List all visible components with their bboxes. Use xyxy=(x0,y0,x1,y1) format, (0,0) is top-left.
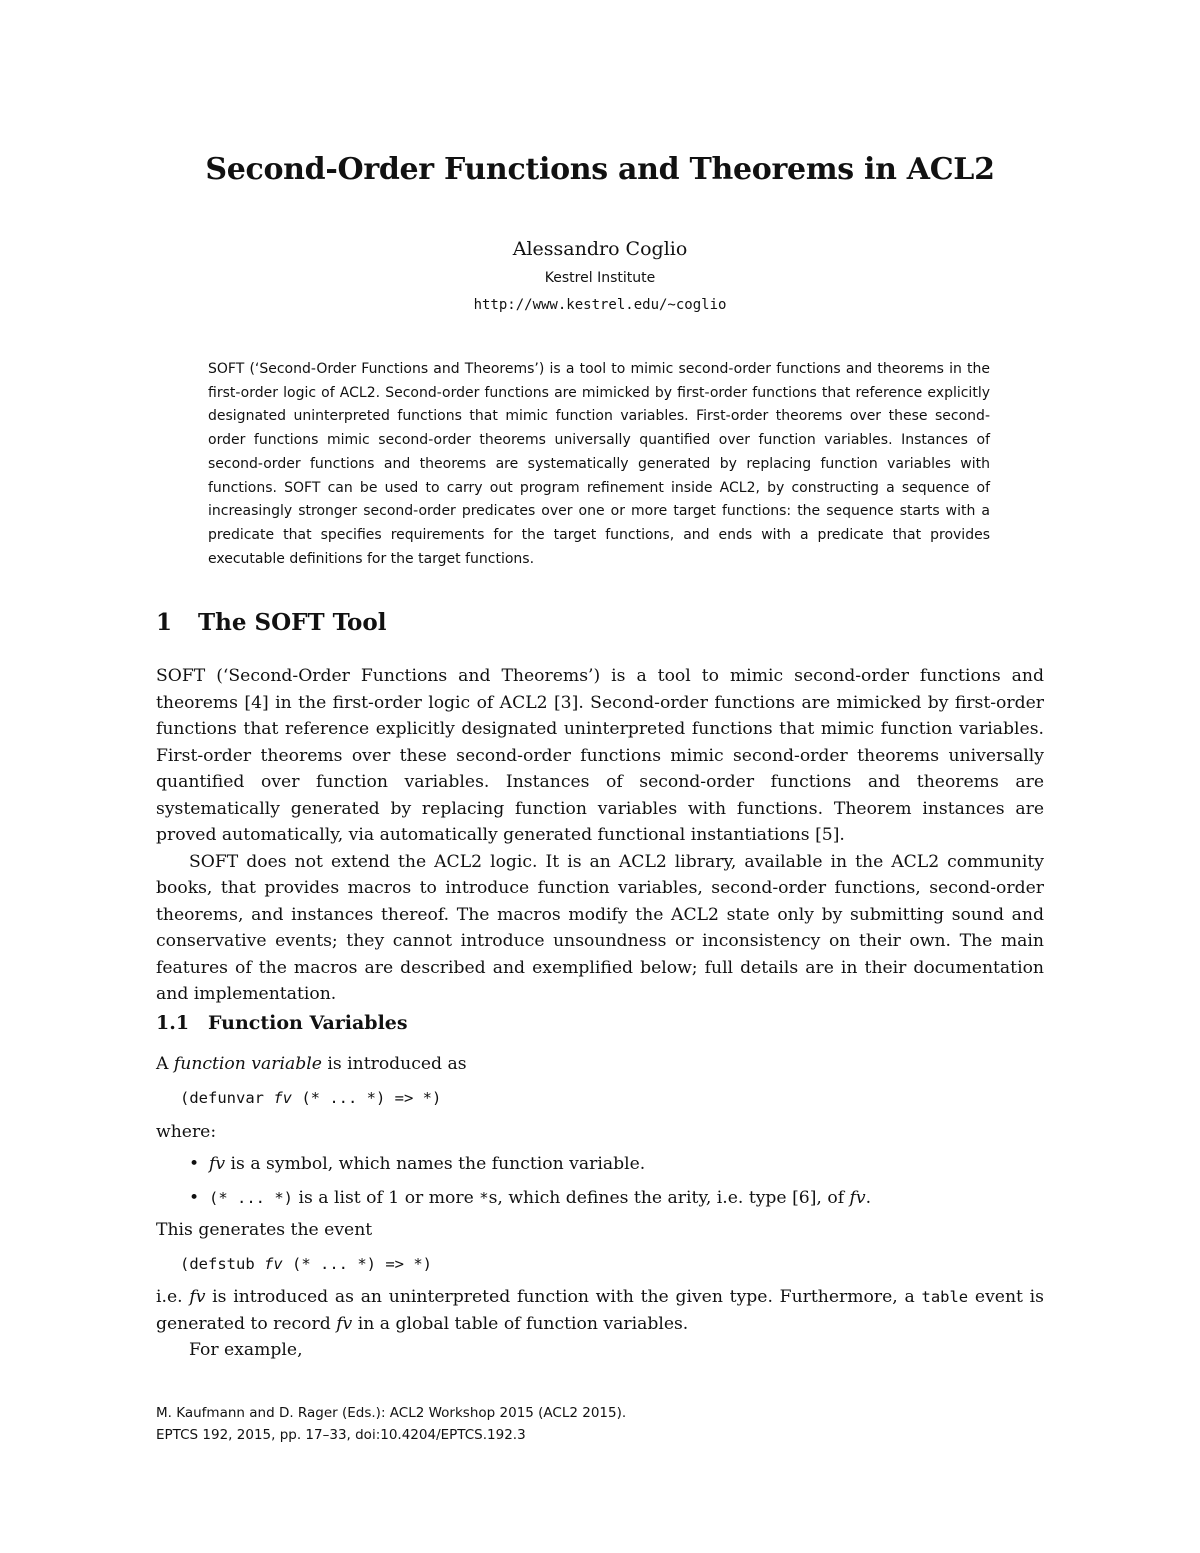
term: function variable xyxy=(173,1054,322,1074)
bullet-icon: • xyxy=(189,1154,200,1174)
subsection-number: 1.1 xyxy=(156,1012,190,1034)
author-affiliation: Kestrel Institute xyxy=(544,270,656,286)
generates-line: This generates the event xyxy=(156,1220,373,1240)
abstract: SOFT (‘Second-Order Functions and Theorems’) is a tool to mimic second-order functions and theorems in the first-order logic of ACL2. Second-order functions are mimicked by first-order functions that reference explicitly designated uninterpreted functions that mimic function variables. First-order theorems over these second-order functions mimic second-order theorems universally quantified over function variables. Instances of second-order functions and theorems are systematically generated by replacing function variables with functions. SOFT can be used to carry out program refinement inside ACL2, by constructing a sequence of increasingly stronger second-order predicates over one or more target functions: the sequence starts with a predicate that specifies requirements for the target functions, and ends with a predicate that provides executable definitions for the target functions. xyxy=(208,361,990,567)
subsection-heading xyxy=(156,1012,408,1034)
where-line: where: xyxy=(156,1122,217,1142)
section-number: 1 xyxy=(156,609,173,636)
section-heading xyxy=(156,609,386,636)
list-item: • (* ... *) is a list of 1 or more *s, which defines the arity, i.e. type [6], of fv. xyxy=(189,1188,872,1208)
bullet-icon: • xyxy=(189,1188,200,1208)
code-block: (defstub fv (* ... *) => *) xyxy=(180,1255,432,1273)
footer-line: EPTCS 192, 2015, pp. 17–33, doi:10.4204/EPTCS.192.3 xyxy=(156,1427,526,1443)
footer xyxy=(156,1402,626,1446)
paragraph: SOFT (‘Second-Order Functions and Theorems’) is a tool to mimic second-order functions and theorems [4] in the first-order logic of ACL2 [3]. Second-order functions are mimicked by first-order functions that reference explicitly designated uninterpreted functions that mimic function variables. First-order theorems over these second-order functions mimic second-order theorems universally quantified over function variables. Instances of second-order functions and theorems are systematically generated by replacing function variables with functions. Theorem instances are proved automatically, via automatically generated functional instantiations [5]. xyxy=(156,666,1044,845)
paragraph: SOFT does not extend the ACL2 logic. It is an ACL2 library, available in the ACL2 community books, that provides macros to introduce function variables, second-order functions, second-order theorems, and instances thereof. The macros modify the ACL2 state only by submitting sound and conservative events; they cannot introduce unsoundness or inconsistency on their own. The main features of the macros are described and exemplified below; full details are in their documentation and implementation. xyxy=(156,851,1044,1004)
section-title: The SOFT Tool xyxy=(198,609,387,636)
section-body xyxy=(156,663,1044,1008)
author-url[interactable]: http://www.kestrel.edu/~coglio xyxy=(473,297,727,313)
subsection-title: Function Variables xyxy=(208,1012,408,1034)
code-block: (defunvar fv (* ... *) => *) xyxy=(180,1089,442,1107)
paragraph: i.e. fv is introduced as an uninterpreted function with the given type. Furthermore, a table event is generated to record fv in a global table of function variables. For example, xyxy=(156,1287,1044,1360)
intro-line: A function variable is introduced as xyxy=(156,1054,467,1074)
paper-title: Second-Order Functions and Theorems in ACL2 xyxy=(205,152,995,187)
footer-line: M. Kaufmann and D. Rager (Eds.): ACL2 Workshop 2015 (ACL2 2015). xyxy=(156,1405,627,1421)
list-item: • fv is a symbol, which names the function variable. xyxy=(189,1154,646,1174)
author-name: Alessandro Coglio xyxy=(512,238,688,260)
